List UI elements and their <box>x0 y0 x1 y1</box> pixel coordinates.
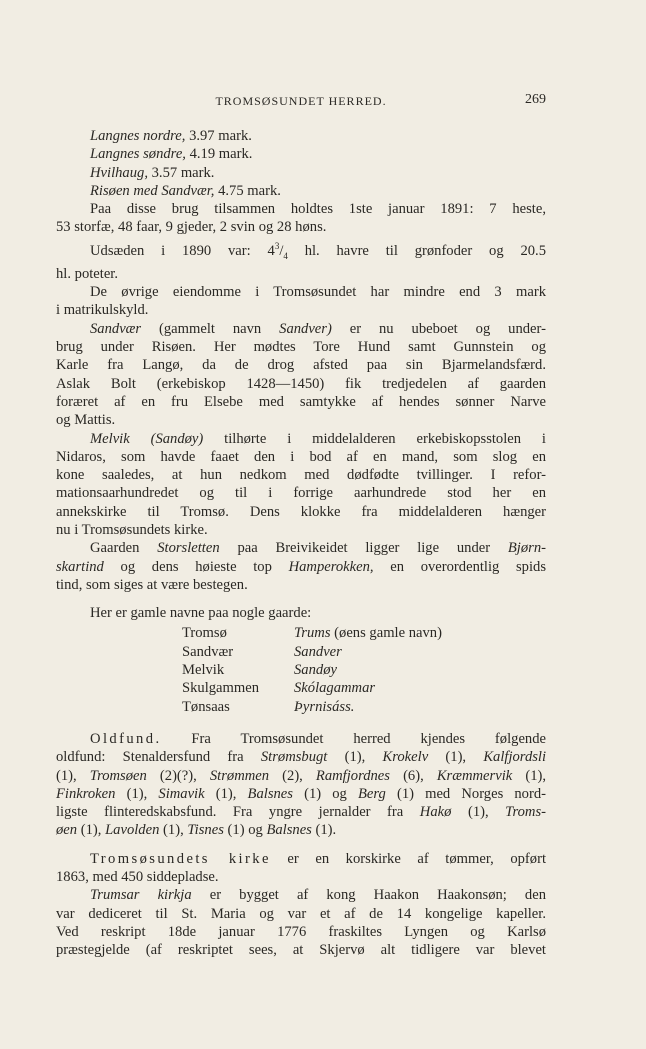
text-run: (1), <box>467 804 489 821</box>
trumsar-paragraph <box>56 886 546 959</box>
text-line <box>56 850 546 868</box>
text-line: mationsaarhundredet og til i forrige aarhundrede stod her en <box>56 485 546 502</box>
page-body <box>56 127 546 960</box>
text-line: 1863, med 450 siddepladse. <box>56 869 219 886</box>
section-heading: Tromsøsundets kirke <box>90 850 271 867</box>
text-line: De øvrige eiendomme i Tromsøsundet har mindre end 3 mark <box>90 284 546 301</box>
text-line: foræret af en fru Elsebe med samtykke af hendes sønner Narve <box>56 393 546 410</box>
farm-value: 3.57 mark. <box>151 164 215 181</box>
old-names-intro: Her er gamle navne paa nogle gaarde: <box>90 605 312 622</box>
text-run: oldfund: Stenaldersfund fra <box>56 749 244 766</box>
old-name-cell <box>294 661 442 679</box>
text-run: (1), <box>56 767 77 784</box>
seed-paragraph <box>56 237 546 283</box>
sandvaer-paragraph <box>56 320 546 430</box>
text-line: 53 storfæ, 48 faar, 9 gjeder, 2 svin og 28 høns. <box>56 219 327 236</box>
place-name: Simavik <box>158 785 205 802</box>
text-line: Ved reskript 18de januar 1776 fraskiltes Lyngen og Karlsø <box>56 923 546 940</box>
text-run: er bygget af kong Haakon Haakonsøn; den <box>209 887 547 904</box>
text-run: paa Breivikeidet ligger lige under <box>237 540 491 557</box>
farm-entry <box>56 127 546 145</box>
text-line: Karle fra Langø, da de drog afsted paa sin Bjarmelandsfærd. <box>56 357 546 374</box>
text-run: ligste flinteredskabsfund. Fra yngre jernalder fra <box>56 804 404 821</box>
place-name: Sandver) <box>279 320 332 337</box>
old-name: Sandøy <box>294 662 337 679</box>
text-line <box>56 539 546 557</box>
farm-name: Hvilhaug, <box>90 164 148 181</box>
text-line: kone saaledes, at hun nedkom med dødfødte tvillinger. I refor- <box>56 467 546 484</box>
text-run: er en korskirke af tømmer, opført <box>287 850 546 867</box>
modern-name: Tromsø <box>182 625 227 642</box>
text-line: i matrikulskyld. <box>56 302 149 319</box>
text-run: (gammelt navn <box>159 320 262 337</box>
place-name: Balsnes <box>247 785 293 802</box>
text-run: (1), <box>126 785 148 802</box>
farm-name: Langnes søndre, <box>90 146 186 163</box>
place-name: Strømmen <box>209 767 270 784</box>
page-number: 269 <box>525 92 546 107</box>
old-name-cell <box>294 679 442 697</box>
text-run: (1), <box>445 749 467 766</box>
modern-name: Melvik <box>182 662 225 679</box>
farm-entry <box>56 164 546 182</box>
text-line: brug under Risøen. Her mødtes Tore Hund samt Gunnstein og <box>56 339 546 356</box>
storsletten-paragraph <box>56 539 546 594</box>
farm-list <box>56 127 546 200</box>
text-run: (1), <box>80 822 102 839</box>
old-names-section <box>56 604 546 716</box>
text-run: en overordentlig spids <box>390 558 547 575</box>
table-row <box>182 624 442 642</box>
place-name: Krokelv <box>382 749 429 766</box>
church-paragraph <box>56 850 546 887</box>
text-run: (1), <box>344 749 366 766</box>
place-name: skartind <box>56 558 104 575</box>
section-heading: Oldfund. <box>90 730 162 747</box>
place-name: Sandvær <box>90 320 142 337</box>
modern-name: Sandvær <box>182 643 234 660</box>
running-title: TROMSØSUNDET HERRED. <box>215 94 387 108</box>
text-run: (1). <box>315 822 337 839</box>
farm-value: 3.97 mark. <box>189 128 252 144</box>
farm-value: 4.19 mark. <box>189 146 253 163</box>
place-name: øen <box>56 822 78 839</box>
farm-entry <box>56 145 546 163</box>
modern-name: Tønsaas <box>182 698 230 715</box>
text-run: (1), <box>215 785 237 802</box>
place-name: Storsletten <box>157 540 220 557</box>
text-run: (1), <box>525 767 546 784</box>
other-estates-paragraph <box>56 283 546 320</box>
text-run: og dens høieste top <box>120 558 272 575</box>
text-line <box>56 237 546 265</box>
old-name: Skólagammar <box>294 680 376 697</box>
place-name: Balsnes <box>266 822 312 839</box>
place-name: Tromsøen <box>89 767 147 784</box>
text-run: (2)(?), <box>159 767 197 784</box>
table-row <box>182 661 442 679</box>
text-run: tilhørte i middelalderen erkebiskopsstolen i <box>224 430 546 447</box>
text-run: (1) og <box>304 785 347 802</box>
place-name: Kalfjordsli <box>483 749 547 766</box>
place-name: Troms- <box>505 804 546 821</box>
place-name: Bjørn- <box>507 540 546 557</box>
text-run: hl. havre til grønfoder og 20.5 <box>287 242 546 259</box>
spacer <box>56 594 546 604</box>
table-row <box>182 698 442 716</box>
oldfund-paragraph <box>56 730 546 840</box>
text-line: var dediceret til St. Maria og var et af de 14 kongelige kapeller. <box>56 905 546 922</box>
old-name-cell <box>294 624 442 642</box>
text-line <box>56 320 546 338</box>
farm-value: 4.75 mark. <box>218 182 281 199</box>
text-line: nu i Tromsøsundets kirke. <box>56 522 208 538</box>
place-name: Ramfjordnes <box>315 767 390 784</box>
spacer <box>56 716 546 730</box>
name-note: (øens gamle navn) <box>334 625 442 642</box>
text-line <box>56 730 546 748</box>
text-run: (2), <box>282 767 303 784</box>
farm-name: Risøen med Sandvær, <box>90 182 215 199</box>
text-line <box>56 558 546 576</box>
text-line <box>56 430 546 448</box>
text-run: (1) med Norges nord- <box>396 785 546 802</box>
text-line <box>56 821 546 839</box>
place-name: Hakø <box>419 804 452 821</box>
place-name: Trumsar kirkja <box>90 887 192 904</box>
place-name: Melvik (Sandøy) <box>90 430 204 447</box>
text-line: Nidaros, som havde faaet den i bod af en mand, som slog en <box>56 448 546 465</box>
spacer <box>56 840 546 850</box>
place-name: Kræmmervik <box>436 767 513 784</box>
text-line <box>56 803 546 821</box>
livestock-paragraph <box>56 200 546 237</box>
old-name: Trums <box>294 625 331 642</box>
melvik-paragraph <box>56 430 546 540</box>
table-row <box>182 679 442 697</box>
farm-name: Langnes nordre, <box>90 128 186 144</box>
text-line <box>56 748 546 766</box>
text-run: (1), <box>163 822 184 839</box>
fraction-numerator: 3 <box>274 240 280 251</box>
place-name: Strømsbugt <box>260 749 328 766</box>
text-run: Udsæden i 1890 var: 4 <box>90 242 275 259</box>
text-line: præstegjelde (af reskriptet sees, at Skjervø alt tidligere var blevet <box>56 942 546 959</box>
text-run: Gaarden <box>90 540 140 557</box>
text-line <box>56 767 546 785</box>
text-line: annekskirke til Tromsø. Dens klokke fra middelalderen hænger <box>56 503 546 520</box>
text-run: (1) og <box>227 822 263 839</box>
fraction-slash: / <box>279 242 284 259</box>
place-name: Lavolden <box>105 822 160 839</box>
text-run: Fra Tromsøsundet herred kjendes følgende <box>191 730 546 747</box>
fraction-denominator: 4 <box>283 250 288 261</box>
text-run: (6), <box>403 767 424 784</box>
modern-name: Skulgammen <box>182 680 260 697</box>
place-name: Hamperokken, <box>288 558 374 575</box>
text-line <box>56 886 546 904</box>
old-name: Sandver <box>294 643 342 660</box>
farm-entry <box>56 182 546 200</box>
table-row <box>182 643 442 661</box>
old-names-table <box>182 624 442 715</box>
old-name-cell <box>294 643 442 661</box>
old-name-cell <box>294 698 442 716</box>
text-line <box>56 785 546 803</box>
place-name: Tisnes <box>187 822 224 839</box>
text-line: tind, som siges at være bestegen. <box>56 576 248 593</box>
text-line: hl. poteter. <box>56 265 119 282</box>
place-name: Finkroken <box>56 785 116 802</box>
text-line: Paa disse brug tilsammen holdtes 1ste januar 1891: 7 heste, <box>90 201 546 218</box>
text-line: og Mattis. <box>56 412 116 429</box>
place-name: Berg <box>357 785 386 802</box>
text-line: Aslak Bolt (erkebiskop 1428—1450) fik tredjedelen af gaarden <box>56 375 546 392</box>
text-run: er nu ubeboet og under- <box>349 320 546 337</box>
old-name: Þyrnisáss. <box>294 698 355 715</box>
